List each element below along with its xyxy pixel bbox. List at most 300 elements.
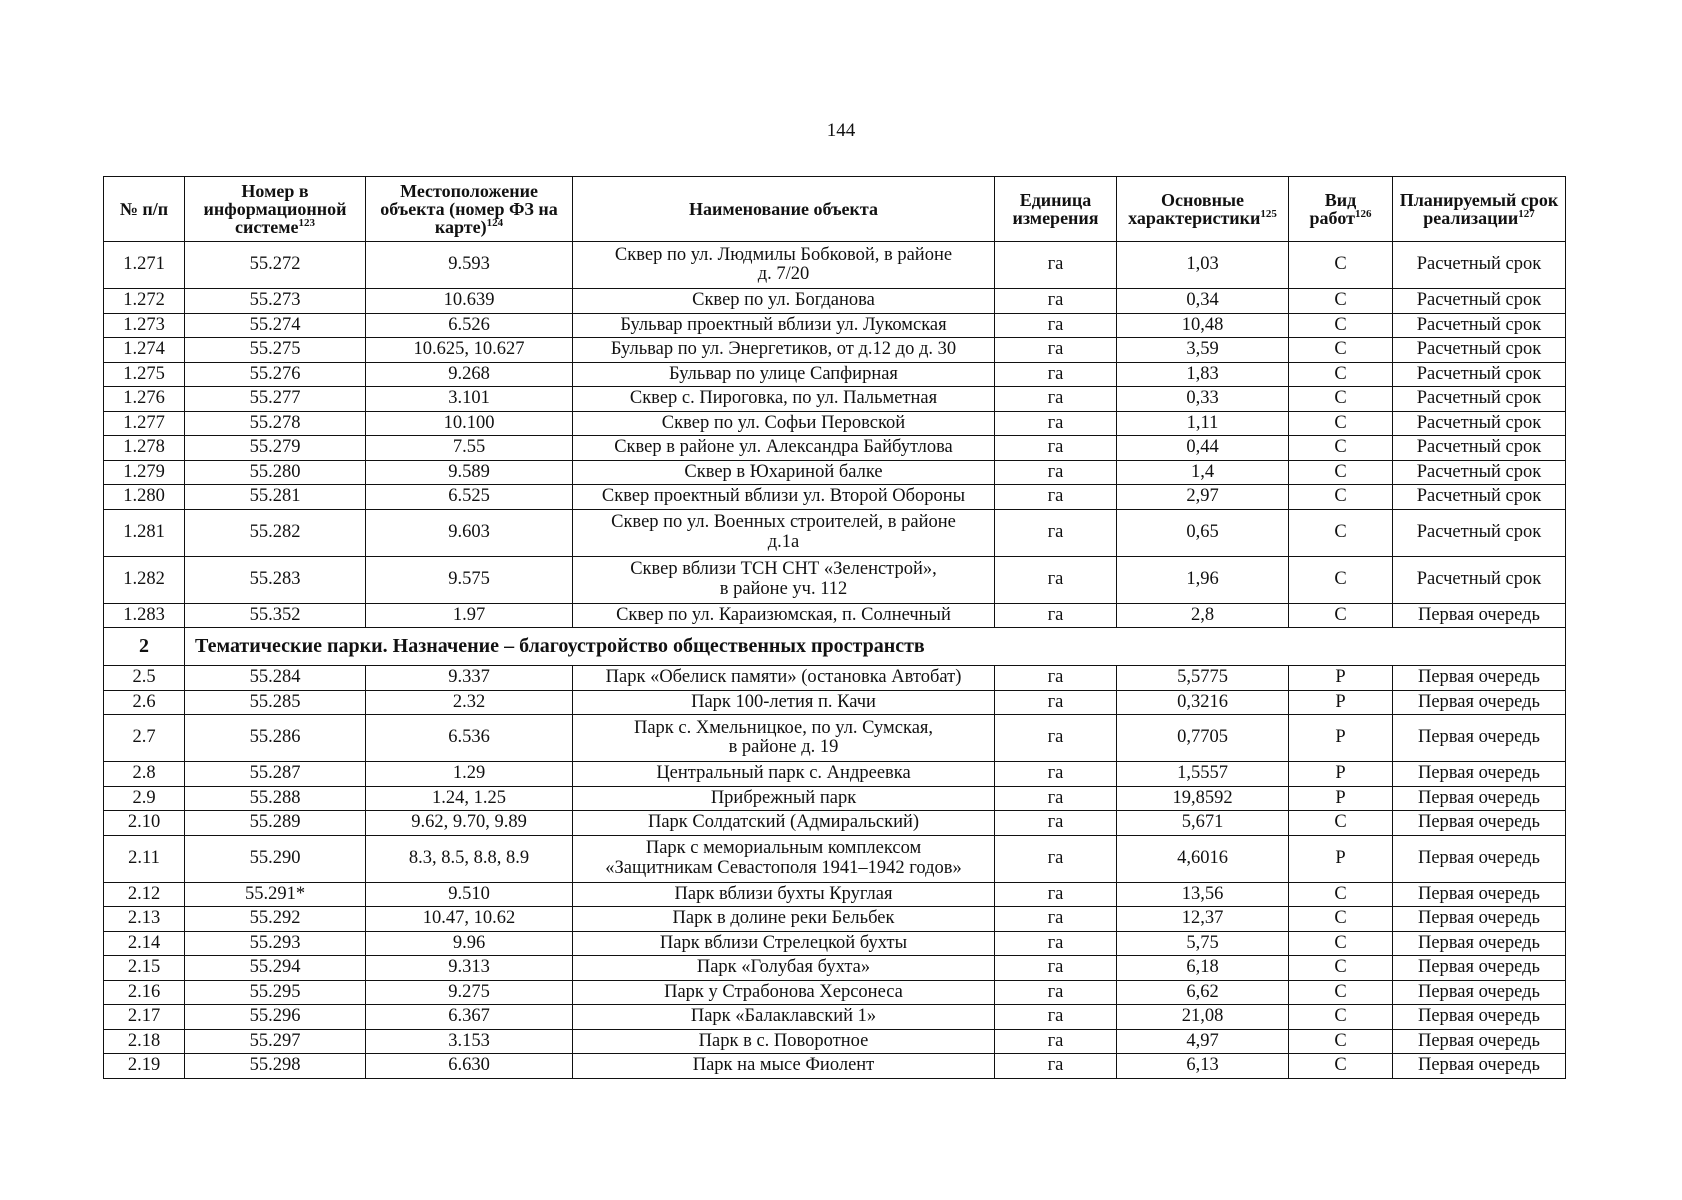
location-cell: 9.603 <box>366 509 573 556</box>
table-row <box>104 980 1566 1005</box>
unit-cell: га <box>995 509 1117 556</box>
work-type-cell: С <box>1289 980 1393 1005</box>
system-number-cell: 55.279 <box>185 436 366 461</box>
object-name-cell <box>573 485 995 510</box>
row-number-cell: 1.278 <box>104 436 185 461</box>
row-number-cell: 2.16 <box>104 980 185 1005</box>
header-cell: Номер в информационной системе$^{123}$ <box>185 177 366 242</box>
unit-cell: га <box>995 811 1117 836</box>
work-type-cell: С <box>1289 338 1393 363</box>
unit-cell: га <box>995 907 1117 932</box>
work-type-cell: С <box>1289 509 1393 556</box>
location-cell: 9.337 <box>366 666 573 691</box>
object-name-cell <box>573 313 995 338</box>
row-number-cell: 1.275 <box>104 362 185 387</box>
characteristics-cell: 3,59 <box>1117 338 1289 363</box>
row-number-cell: 1.281 <box>104 509 185 556</box>
system-number-cell: 55.289 <box>185 811 366 836</box>
work-type-cell: С <box>1289 556 1393 603</box>
system-number-cell: 55.275 <box>185 338 366 363</box>
header-cell: Планируемый срок реализации$^{127}$ <box>1393 177 1566 242</box>
object-name-line: Парк 100-летия п. Качи <box>691 691 876 712</box>
row-number-cell: 2.17 <box>104 1005 185 1030</box>
location-cell: 7.55 <box>366 436 573 461</box>
object-name-cell <box>573 715 995 762</box>
row-number-cell: 1.282 <box>104 556 185 603</box>
object-name-cell <box>573 362 995 387</box>
object-name-line: Сквер вблизи ТСН СНТ «Зеленстрой», <box>630 559 937 580</box>
row-number-cell: 2.19 <box>104 1054 185 1079</box>
row-number-cell: 2.12 <box>104 882 185 907</box>
object-name-cell <box>573 666 995 691</box>
section-row <box>104 628 1566 666</box>
term-cell: Расчетный срок <box>1393 362 1566 387</box>
header-cell: Основные характеристики$^{125}$ <box>1117 177 1289 242</box>
unit-cell: га <box>995 313 1117 338</box>
location-cell: 6.367 <box>366 1005 573 1030</box>
system-number-cell: 55.273 <box>185 289 366 314</box>
characteristics-cell: 6,18 <box>1117 956 1289 981</box>
object-name-line: Парк вблизи Стрелецкой бухты <box>659 932 908 953</box>
characteristics-cell: 10,48 <box>1117 313 1289 338</box>
characteristics-cell: 5,5775 <box>1117 666 1289 691</box>
system-number-cell: 55.295 <box>185 980 366 1005</box>
table-row <box>104 956 1566 981</box>
term-cell: Первая очередь <box>1393 907 1566 932</box>
term-cell: Расчетный срок <box>1393 242 1566 289</box>
location-cell: 9.589 <box>366 460 573 485</box>
location-cell: 9.96 <box>366 931 573 956</box>
table-row <box>104 1054 1566 1079</box>
section-title: Тематические парки. Назначение – благоустройство общественных пространств <box>185 628 1566 666</box>
work-type-cell: С <box>1289 907 1393 932</box>
row-number-cell: 2.13 <box>104 907 185 932</box>
object-name-cell <box>573 460 995 485</box>
object-name-line: Парк с мемориальным комплексом <box>645 838 922 859</box>
object-name-line: Парк в с. Поворотное <box>698 1030 869 1051</box>
unit-cell: га <box>995 1054 1117 1079</box>
unit-cell: га <box>995 362 1117 387</box>
system-number-cell: 55.298 <box>185 1054 366 1079</box>
work-type-cell: С <box>1289 1054 1393 1079</box>
term-cell: Первая очередь <box>1393 1054 1566 1079</box>
object-name-cell <box>573 1029 995 1054</box>
row-number-cell: 1.279 <box>104 460 185 485</box>
characteristics-cell: 5,75 <box>1117 931 1289 956</box>
work-type-cell: С <box>1289 313 1393 338</box>
table-row <box>104 603 1566 628</box>
table-row <box>104 835 1566 882</box>
section-number: 2 <box>104 628 185 666</box>
row-number-cell: 1.276 <box>104 387 185 412</box>
object-name-line: Парк «Голубая бухта» <box>696 957 871 978</box>
table-row <box>104 242 1566 289</box>
term-cell: Первая очередь <box>1393 666 1566 691</box>
work-type-cell: Р <box>1289 762 1393 787</box>
table-body-part1 <box>104 242 1566 628</box>
object-name-cell <box>573 556 995 603</box>
term-cell: Первая очередь <box>1393 762 1566 787</box>
work-type-cell: С <box>1289 1029 1393 1054</box>
term-cell: Расчетный срок <box>1393 338 1566 363</box>
row-number-cell: 2.8 <box>104 762 185 787</box>
term-cell: Расчетный срок <box>1393 289 1566 314</box>
table-row <box>104 509 1566 556</box>
object-name-cell <box>573 882 995 907</box>
work-type-cell: Р <box>1289 835 1393 882</box>
work-type-cell: Р <box>1289 690 1393 715</box>
characteristics-cell: 0,33 <box>1117 387 1289 412</box>
object-name-line: в районе д. 19 <box>728 737 839 757</box>
object-name-cell <box>573 1054 995 1079</box>
characteristics-cell: 0,3216 <box>1117 690 1289 715</box>
object-name-line: Сквер с. Пироговка, по ул. Пальметная <box>629 388 938 409</box>
header-cell: Местоположение объекта (номер ФЗ на карте)$^{124}$ <box>366 177 573 242</box>
system-number-cell: 55.287 <box>185 762 366 787</box>
object-name-cell <box>573 509 995 556</box>
system-number-cell: 55.274 <box>185 313 366 338</box>
object-name-cell <box>573 907 995 932</box>
table-row <box>104 666 1566 691</box>
characteristics-cell: 2,97 <box>1117 485 1289 510</box>
location-cell: 10.100 <box>366 411 573 436</box>
location-cell: 9.62, 9.70, 9.89 <box>366 811 573 836</box>
table-row <box>104 362 1566 387</box>
location-cell: 9.575 <box>366 556 573 603</box>
row-number-cell: 1.280 <box>104 485 185 510</box>
object-name-line: д. 7/20 <box>757 264 810 284</box>
term-cell: Расчетный срок <box>1393 556 1566 603</box>
object-name-cell <box>573 786 995 811</box>
object-name-line: Сквер по ул. Софьи Перовской <box>661 412 906 433</box>
table-row <box>104 556 1566 603</box>
unit-cell: га <box>995 338 1117 363</box>
work-type-cell: С <box>1289 289 1393 314</box>
characteristics-cell: 5,671 <box>1117 811 1289 836</box>
work-type-cell: С <box>1289 603 1393 628</box>
system-number-cell: 55.291* <box>185 882 366 907</box>
term-cell: Первая очередь <box>1393 1029 1566 1054</box>
object-name-cell <box>573 436 995 461</box>
characteristics-cell: 19,8592 <box>1117 786 1289 811</box>
characteristics-cell: 21,08 <box>1117 1005 1289 1030</box>
work-type-cell: Р <box>1289 715 1393 762</box>
object-name-line: Парк Солдатский (Адмиральский) <box>647 812 920 833</box>
unit-cell: га <box>995 1005 1117 1030</box>
term-cell: Первая очередь <box>1393 1005 1566 1030</box>
term-cell: Первая очередь <box>1393 882 1566 907</box>
characteristics-cell: 2,8 <box>1117 603 1289 628</box>
row-number-cell: 1.283 <box>104 603 185 628</box>
term-cell: Первая очередь <box>1393 715 1566 762</box>
object-name-cell <box>573 1005 995 1030</box>
unit-cell: га <box>995 411 1117 436</box>
table-body-part2 <box>104 666 1566 1079</box>
row-number-cell: 2.6 <box>104 690 185 715</box>
work-type-cell: С <box>1289 387 1393 412</box>
unit-cell: га <box>995 786 1117 811</box>
object-name-line: Парк «Обелиск памяти» (остановка Автобат) <box>605 667 962 688</box>
table-row <box>104 1029 1566 1054</box>
term-cell: Первая очередь <box>1393 690 1566 715</box>
system-number-cell: 55.352 <box>185 603 366 628</box>
unit-cell: га <box>995 1029 1117 1054</box>
unit-cell: га <box>995 980 1117 1005</box>
term-cell: Первая очередь <box>1393 786 1566 811</box>
work-type-cell: Р <box>1289 666 1393 691</box>
table-row <box>104 715 1566 762</box>
term-cell: Первая очередь <box>1393 956 1566 981</box>
object-name-line: Прибрежный парк <box>710 787 857 808</box>
row-number-cell: 1.277 <box>104 411 185 436</box>
row-number-cell: 2.15 <box>104 956 185 981</box>
characteristics-cell: 4,97 <box>1117 1029 1289 1054</box>
work-type-cell: С <box>1289 460 1393 485</box>
system-number-cell: 55.276 <box>185 362 366 387</box>
unit-cell: га <box>995 666 1117 691</box>
table-section <box>104 628 1566 666</box>
work-type-cell: С <box>1289 882 1393 907</box>
unit-cell: га <box>995 931 1117 956</box>
table-row <box>104 882 1566 907</box>
row-number-cell: 2.7 <box>104 715 185 762</box>
system-number-cell: 55.292 <box>185 907 366 932</box>
object-name-line: Центральный парк с. Андреевка <box>656 763 911 784</box>
object-name-line: Парк у Страбонова Херсонеса <box>664 981 903 1002</box>
object-name-line: Бульвар проектный вблизи ул. Лукомская <box>620 314 947 335</box>
system-number-cell: 55.277 <box>185 387 366 412</box>
characteristics-cell: 6,62 <box>1117 980 1289 1005</box>
header-cell: № п/п <box>104 177 185 242</box>
table-row <box>104 690 1566 715</box>
unit-cell: га <box>995 556 1117 603</box>
work-type-cell: С <box>1289 436 1393 461</box>
unit-cell: га <box>995 387 1117 412</box>
table-row <box>104 762 1566 787</box>
term-cell: Первая очередь <box>1393 603 1566 628</box>
term-cell: Расчетный срок <box>1393 509 1566 556</box>
table-row <box>104 786 1566 811</box>
table-row <box>104 460 1566 485</box>
object-name-cell <box>573 387 995 412</box>
unit-cell: га <box>995 956 1117 981</box>
row-number-cell: 1.271 <box>104 242 185 289</box>
table-row <box>104 313 1566 338</box>
table-row <box>104 387 1566 412</box>
location-cell: 10.47, 10.62 <box>366 907 573 932</box>
term-cell: Расчетный срок <box>1393 411 1566 436</box>
objects-table <box>103 176 1566 1079</box>
object-name-cell <box>573 603 995 628</box>
unit-cell: га <box>995 436 1117 461</box>
characteristics-cell: 0,65 <box>1117 509 1289 556</box>
term-cell: Расчетный срок <box>1393 436 1566 461</box>
object-name-line: в районе уч. 112 <box>719 578 848 599</box>
table-row <box>104 907 1566 932</box>
characteristics-cell: 12,37 <box>1117 907 1289 932</box>
work-type-cell: С <box>1289 485 1393 510</box>
system-number-cell: 55.293 <box>185 931 366 956</box>
object-name-line: Сквер по ул. Военных строителей, в районе <box>611 512 956 533</box>
header-cell: Единица измерения <box>995 177 1117 242</box>
location-cell: 2.32 <box>366 690 573 715</box>
unit-cell: га <box>995 289 1117 314</box>
object-name-cell <box>573 411 995 436</box>
object-name-cell <box>573 931 995 956</box>
work-type-cell: С <box>1289 242 1393 289</box>
header-cell: Наименование объекта <box>573 177 995 242</box>
unit-cell: га <box>995 485 1117 510</box>
object-name-cell <box>573 762 995 787</box>
object-name-line: Сквер проектный вблизи ул. Второй Обороны <box>601 486 966 507</box>
table-row <box>104 289 1566 314</box>
unit-cell: га <box>995 835 1117 882</box>
table-header-row <box>104 177 1566 242</box>
system-number-cell: 55.296 <box>185 1005 366 1030</box>
term-cell: Расчетный срок <box>1393 460 1566 485</box>
system-number-cell: 55.286 <box>185 715 366 762</box>
object-name-line: Сквер по ул. Людмилы Бобковой, в районе <box>614 244 953 265</box>
unit-cell: га <box>995 762 1117 787</box>
work-type-cell: С <box>1289 931 1393 956</box>
object-name-cell <box>573 242 995 289</box>
system-number-cell: 55.283 <box>185 556 366 603</box>
location-cell: 1.97 <box>366 603 573 628</box>
object-name-line: Бульвар по улице Сапфирная <box>669 363 898 384</box>
unit-cell: га <box>995 603 1117 628</box>
work-type-cell: С <box>1289 811 1393 836</box>
term-cell: Расчетный срок <box>1393 485 1566 510</box>
page-number: 144 <box>826 120 856 141</box>
object-name-cell <box>573 690 995 715</box>
term-cell: Первая очередь <box>1393 980 1566 1005</box>
characteristics-cell: 1,11 <box>1117 411 1289 436</box>
table-row <box>104 811 1566 836</box>
work-type-cell: С <box>1289 956 1393 981</box>
characteristics-cell: 1,96 <box>1117 556 1289 603</box>
object-name-cell <box>573 289 995 314</box>
object-name-line: д.1а <box>767 531 800 552</box>
characteristics-cell: 13,56 <box>1117 882 1289 907</box>
term-cell: Первая очередь <box>1393 931 1566 956</box>
row-number-cell: 2.9 <box>104 786 185 811</box>
object-name-line: Сквер в районе ул. Александра Байбутлова <box>614 437 953 458</box>
location-cell: 3.153 <box>366 1029 573 1054</box>
object-name-line: Парк в долине реки Бельбек <box>672 908 895 929</box>
work-type-cell: С <box>1289 1005 1393 1030</box>
location-cell: 9.275 <box>366 980 573 1005</box>
location-cell: 9.313 <box>366 956 573 981</box>
object-name-line: Парк «Балаклавский 1» <box>690 1006 877 1027</box>
system-number-cell: 55.272 <box>185 242 366 289</box>
object-name-line: Парк вблизи бухты Круглая <box>674 883 893 904</box>
location-cell: 9.268 <box>366 362 573 387</box>
row-number-cell: 1.273 <box>104 313 185 338</box>
table-row <box>104 1005 1566 1030</box>
row-number-cell: 1.274 <box>104 338 185 363</box>
row-number-cell: 2.18 <box>104 1029 185 1054</box>
unit-cell: га <box>995 690 1117 715</box>
unit-cell: га <box>995 242 1117 289</box>
characteristics-cell: 1,5557 <box>1117 762 1289 787</box>
unit-cell: га <box>995 460 1117 485</box>
system-number-cell: 55.281 <box>185 485 366 510</box>
system-number-cell: 55.284 <box>185 666 366 691</box>
work-type-cell: С <box>1289 362 1393 387</box>
location-cell: 6.526 <box>366 313 573 338</box>
work-type-cell: Р <box>1289 786 1393 811</box>
location-cell: 1.24, 1.25 <box>366 786 573 811</box>
location-cell: 6.630 <box>366 1054 573 1079</box>
object-name-line: Сквер по ул. Богданова <box>692 290 875 311</box>
object-name-line: Сквер по ул. Караизюмская, п. Солнечный <box>616 604 951 625</box>
table-row <box>104 338 1566 363</box>
characteristics-cell: 6,13 <box>1117 1054 1289 1079</box>
object-name-line: Бульвар по ул. Энергетиков, от д.12 до д. 30 <box>610 339 957 360</box>
characteristics-cell: 4,6016 <box>1117 835 1289 882</box>
term-cell: Расчетный срок <box>1393 387 1566 412</box>
characteristics-cell: 0,34 <box>1117 289 1289 314</box>
characteristics-cell: 1,83 <box>1117 362 1289 387</box>
work-type-cell: С <box>1289 411 1393 436</box>
system-number-cell: 55.280 <box>185 460 366 485</box>
system-number-cell: 55.297 <box>185 1029 366 1054</box>
row-number-cell: 2.11 <box>104 835 185 882</box>
header-cell: Вид работ$^{126}$ <box>1289 177 1393 242</box>
system-number-cell: 55.294 <box>185 956 366 981</box>
table-row <box>104 436 1566 461</box>
system-number-cell: 55.288 <box>185 786 366 811</box>
characteristics-cell: 1,4 <box>1117 460 1289 485</box>
location-cell: 3.101 <box>366 387 573 412</box>
location-cell: 6.525 <box>366 485 573 510</box>
table-row <box>104 411 1566 436</box>
term-cell: Первая очередь <box>1393 835 1566 882</box>
location-cell: 9.593 <box>366 242 573 289</box>
object-name-line: Парк с. Хмельницкое, по ул. Сумская, <box>633 717 934 738</box>
location-cell: 8.3, 8.5, 8.8, 8.9 <box>366 835 573 882</box>
system-number-cell: 55.285 <box>185 690 366 715</box>
object-name-cell <box>573 338 995 363</box>
location-cell: 9.510 <box>366 882 573 907</box>
table-row <box>104 485 1566 510</box>
location-cell: 10.639 <box>366 289 573 314</box>
object-name-line: «Защитникам Севастополя 1941–1942 годов» <box>605 857 962 878</box>
term-cell: Первая очередь <box>1393 811 1566 836</box>
table-row <box>104 931 1566 956</box>
characteristics-cell: 0,7705 <box>1117 715 1289 762</box>
row-number-cell: 1.272 <box>104 289 185 314</box>
object-name-cell <box>573 980 995 1005</box>
term-cell: Расчетный срок <box>1393 313 1566 338</box>
unit-cell: га <box>995 882 1117 907</box>
row-number-cell: 2.5 <box>104 666 185 691</box>
row-number-cell: 2.14 <box>104 931 185 956</box>
system-number-cell: 55.282 <box>185 509 366 556</box>
system-number-cell: 55.278 <box>185 411 366 436</box>
system-number-cell: 55.290 <box>185 835 366 882</box>
unit-cell: га <box>995 715 1117 762</box>
characteristics-cell: 0,44 <box>1117 436 1289 461</box>
object-name-line: Парк на мысе Фиолент <box>692 1055 875 1076</box>
location-cell: 10.625, 10.627 <box>366 338 573 363</box>
location-cell: 6.536 <box>366 715 573 762</box>
object-name-cell <box>573 835 995 882</box>
object-name-cell <box>573 956 995 981</box>
characteristics-cell: 1,03 <box>1117 242 1289 289</box>
object-name-cell <box>573 811 995 836</box>
row-number-cell: 2.10 <box>104 811 185 836</box>
